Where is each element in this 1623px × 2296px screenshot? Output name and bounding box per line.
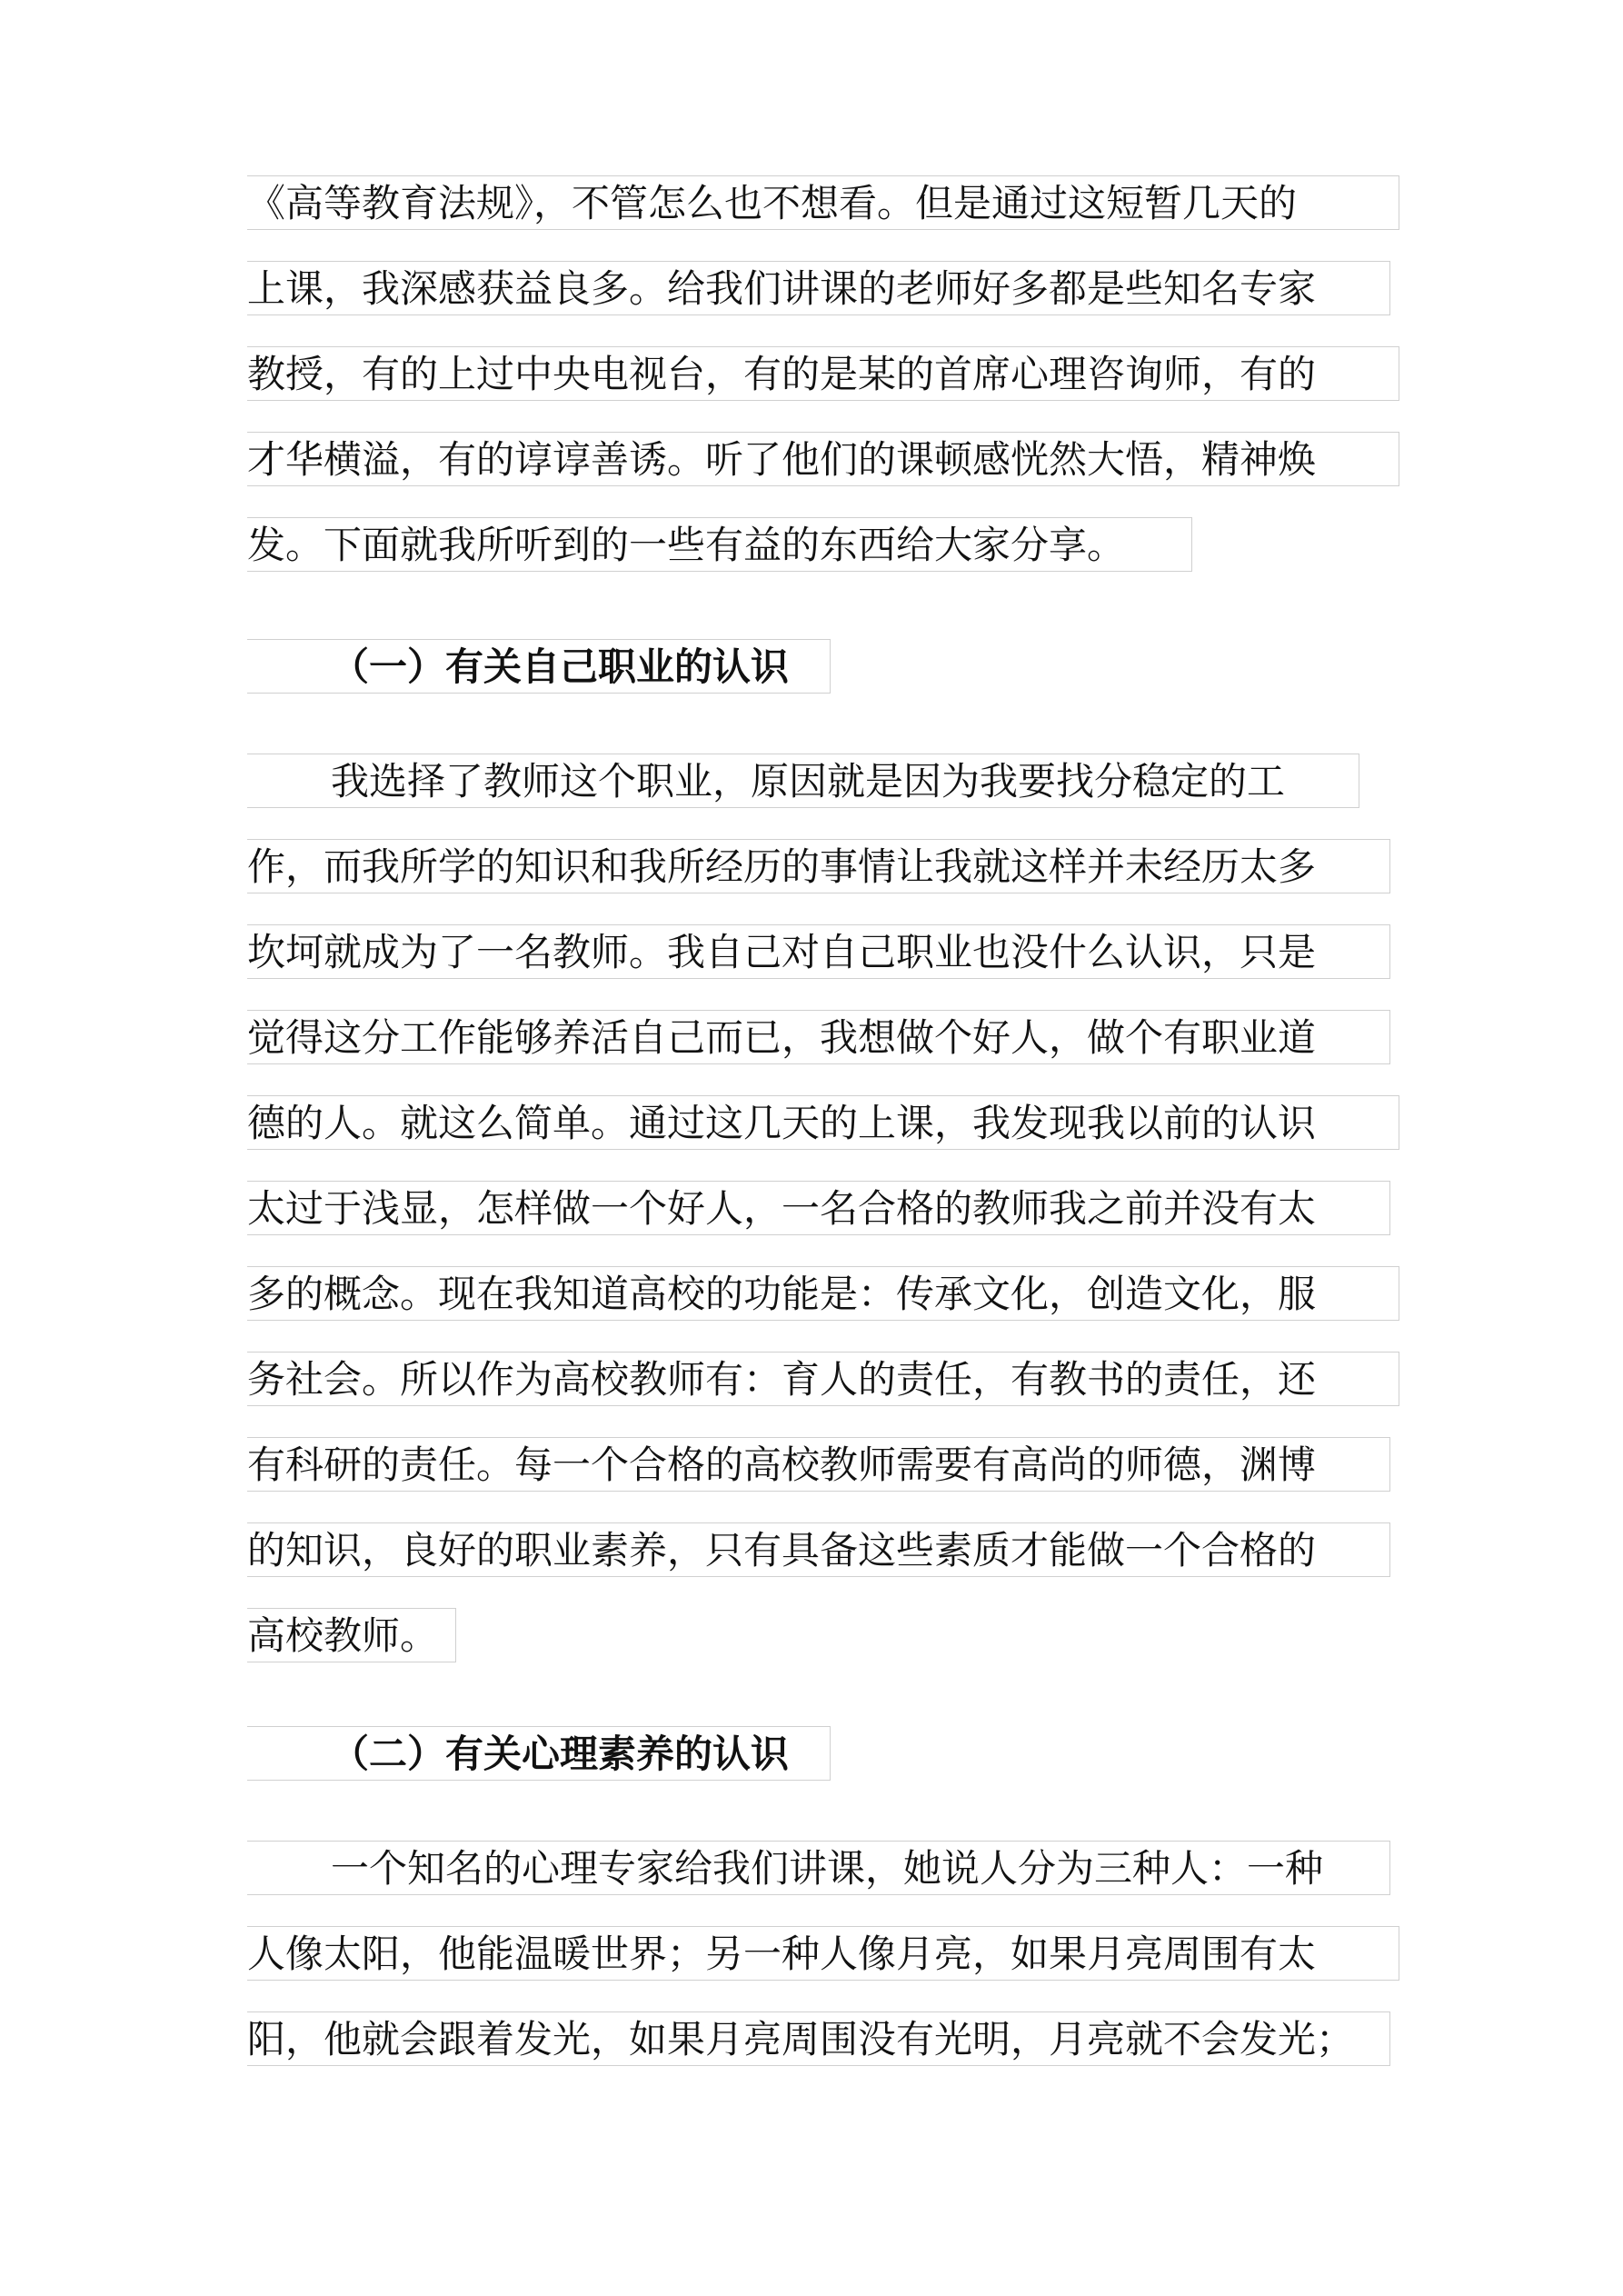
section2-line-3: 阳，他就会跟着发光，如果月亮周围没有光明，月亮就不会发光； [247,2011,1390,2066]
section1-line-3: 坎坷就成为了一名教师。我自己对自己职业也没什么认识，只是 [247,924,1390,979]
section1-line-1: 我选择了教师这个职业，原因就是因为我要找分稳定的工 [247,754,1359,808]
section1-line-8: 务社会。所以作为高校教师有：育人的责任，有教书的责任，还 [247,1352,1399,1406]
intro-line-4: 才华横溢，有的谆谆善诱。听了他们的课顿感恍然大悟，精神焕 [247,432,1399,486]
intro-line-5: 发。下面就我所听到的一些有益的东西给大家分享。 [247,517,1192,572]
section1-line-9: 有科研的责任。每一个合格的高校教师需要有高尚的师德，渊博 [247,1437,1390,1492]
section-heading-1 [247,639,831,694]
intro-line-1: 《高等教育法规》，不管怎么也不想看。但是通过这短暂几天的 [247,175,1399,230]
intro-line-3: 教授，有的上过中央电视台，有的是某的首席心理咨询师，有的 [247,346,1399,401]
section1-line-4: 觉得这分工作能够养活自己而已，我想做个好人，做个有职业道 [247,1010,1390,1064]
section1-line-2: 作，而我所学的知识和我所经历的事情让我就这样并未经历太多 [247,839,1390,893]
section2-line-2: 人像太阳，他能温暖世界；另一种人像月亮，如果月亮周围有太 [247,1926,1399,1981]
section1-line-10: 的知识，良好的职业素养，只有具备这些素质才能做一个合格的 [247,1522,1390,1577]
section1-line-11: 高校教师。 [247,1608,456,1662]
section1-line-7: 多的概念。现在我知道高校的功能是：传承文化，创造文化，服 [247,1266,1399,1321]
section-heading-1-text: （一）有关自己职业的认识 [331,644,790,689]
section-heading-2-text: （二）有关心理素养的认识 [331,1732,790,1776]
section1-line-6: 太过于浅显，怎样做一个好人，一名合格的教师我之前并没有太 [247,1181,1390,1235]
section-heading-2 [247,1726,831,1781]
section1-line-5: 德的人。就这么简单。通过这几天的上课，我发现我以前的认识 [247,1095,1399,1150]
section2-line-1: 一个知名的心理专家给我们讲课，她说人分为三种人：一种 [247,1841,1390,1895]
intro-line-2: 上课，我深感获益良多。给我们讲课的老师好多都是些知名专家 [247,261,1390,315]
